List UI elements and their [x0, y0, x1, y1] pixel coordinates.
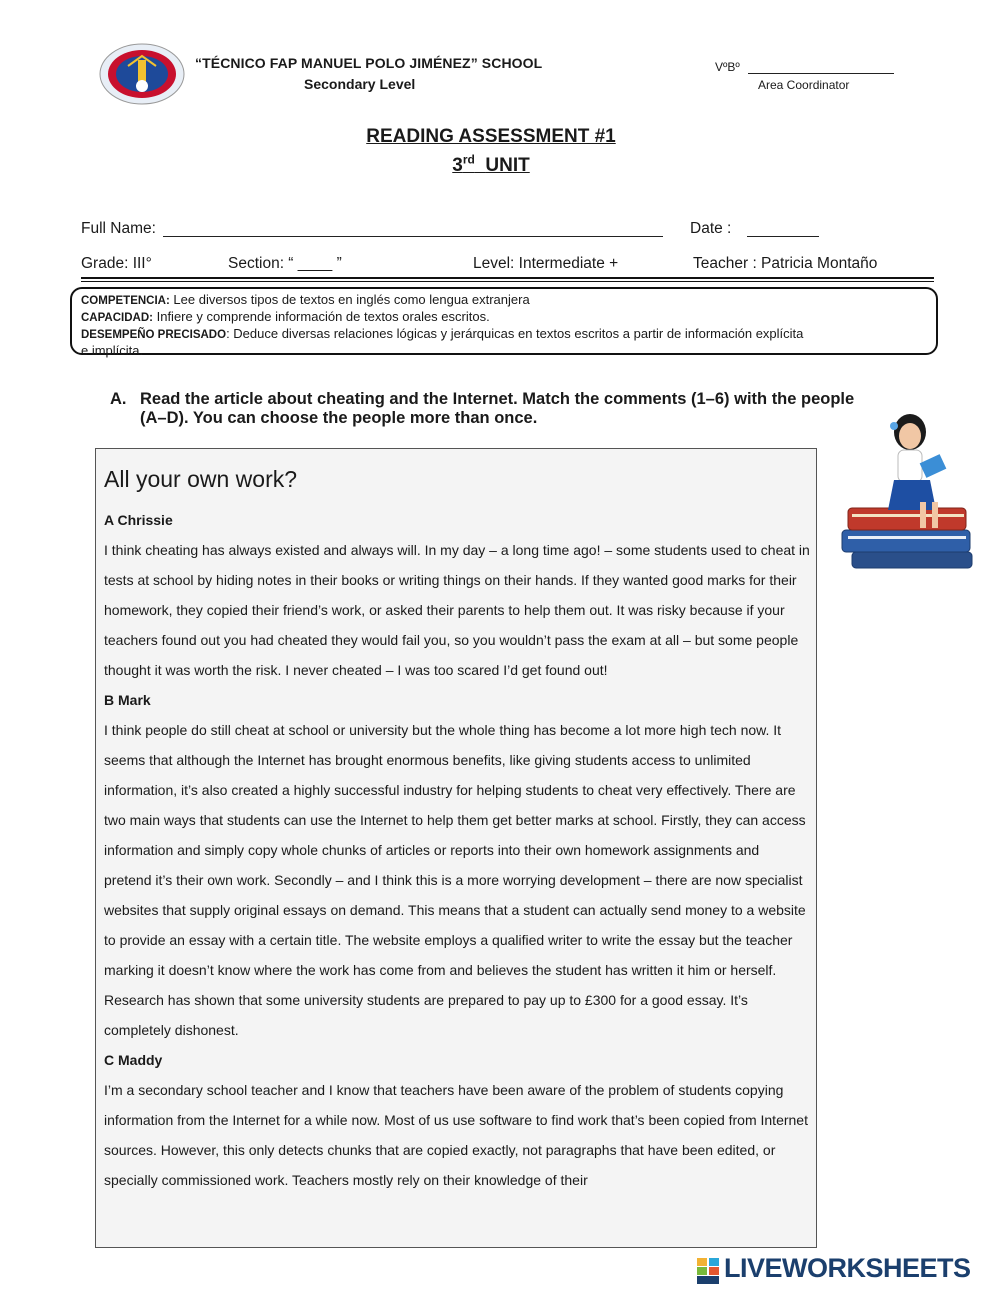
- unit-suffix: rd: [462, 153, 475, 167]
- article-paragraph-a: I think cheating has always existed and always will. In my day – a long time ago! – some students used to cheat in tests at school by hiding notes in their books or writing things on their hands. If they wanted good marks for their homework, they copied their friend’s work, or asked their parents to help them out. It was risky because if your teachers found out you had cheated they would fail you, so you wouldn’t pass the exam at all – but some people thought it was worth the risk. I never cheated – I was too scared I’d get found out!: [104, 542, 810, 678]
- competencia-label: COMPETENCIA:: [81, 295, 170, 307]
- desempeno-line: [81, 326, 803, 343]
- article-box: [95, 448, 817, 1248]
- grade-field: Grade: III°: [81, 255, 152, 272]
- capacidad-label: CAPACIDAD:: [81, 312, 153, 324]
- full-name-input[interactable]: [163, 236, 663, 237]
- capacidad-text: Infiere y comprende información de textos orales escritos.: [152, 309, 490, 324]
- school-name: “TÉCNICO FAP MANUEL POLO JIMÉNEZ” SCHOOL: [195, 55, 543, 71]
- section-field[interactable]: Section: “ ____ ”: [228, 255, 342, 272]
- level-field: Level: Intermediate +: [473, 255, 619, 272]
- date-label: Date :: [690, 220, 732, 237]
- instruction-text: Read the article about cheating and the Internet. Match the comments (1–6) with the people (A–D). You can choose the people more than once.: [140, 390, 855, 427]
- liveworksheets-logo-icon: [697, 1258, 721, 1284]
- signature-line[interactable]: [748, 73, 894, 74]
- divider: [81, 277, 934, 279]
- instruction-letter: A.: [110, 390, 127, 408]
- coordinator-label: Area Coordinator: [758, 78, 850, 92]
- divider: [81, 281, 934, 282]
- capacidad-line: [81, 309, 490, 326]
- unit-heading: [0, 153, 982, 177]
- desempeno-text: : Deduce diversas relaciones lógicas y jerárquicas en textos escritos a partir de información explícita: [226, 326, 804, 341]
- competencia-line: [81, 292, 530, 309]
- teacher-field: Teacher : Patricia Montaño: [693, 255, 878, 272]
- person-heading-c: C Maddy: [104, 1052, 163, 1068]
- liveworksheets-brand[interactable]: LIVEWORKSHEETS: [724, 1253, 971, 1283]
- desempeno-cont: e implícita.: [81, 343, 144, 358]
- article-paragraph-b: I think people do still cheat at school or university but the whole thing has become a lot more high tech now. It seems that although the Internet has brought enormous benefits, like giving students access to unlimited information, it’s also created a highly successful industry for helping students to cheat very effectively. There are two main ways that students can use the Internet to help them get better marks at school. Firstly, they can access information and simply copy whole chunks of articles or reports into their own homework assignments and pretend it’s their own work. Secondly – and I think this is a more worrying development – there are now specialist websites that supply original essays on demand. This means that a student can actually send money to a website to provide an essay with a certain title. The website employs a qualified writer to write the essay but the teacher marking it doesn’t know where the work has come from and believes the student has written it him or herself. Research has shown that some university students are prepared to pay up to £300 for a good essay. It’s completely dishonest.: [104, 722, 806, 1038]
- vobo-label: VºBº: [715, 60, 740, 74]
- article-title: All your own work?: [104, 466, 298, 492]
- school-level: Secondary Level: [304, 76, 416, 92]
- person-heading-a: A Chrissie: [104, 512, 173, 528]
- unit-word: UNIT: [485, 155, 530, 177]
- competencia-text: Lee diversos tipos de textos en inglés como lengua extranjera: [169, 292, 530, 307]
- article-paragraph-c: I’m a secondary school teacher and I know that teachers have been aware of the problem of students copying information from the Internet for a while now. Most of us use software to find work that’s been copied from Internet sources. However, this only detects chunks that are copied exactly, not paragraphs that have been edited, or specially commissioned work. Teachers mostly rely on their knowledge of their: [104, 1082, 808, 1188]
- person-heading-b: B Mark: [104, 692, 151, 708]
- school-logo: [98, 42, 186, 106]
- full-name-label: Full Name:: [81, 220, 156, 237]
- desempeno-label: DESEMPEÑO PRECISADO: [81, 329, 227, 341]
- assessment-title: READING ASSESSMENT #1: [366, 126, 616, 147]
- date-input[interactable]: [747, 236, 819, 237]
- unit-number: 3: [452, 155, 463, 177]
- girl-reading-illustration: [838, 410, 978, 580]
